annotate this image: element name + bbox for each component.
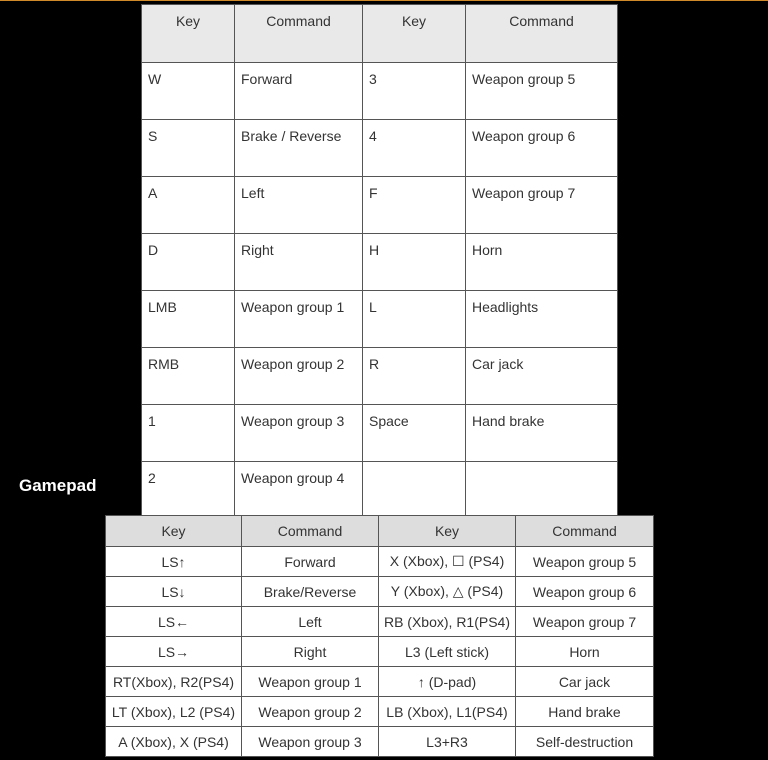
table-row <box>142 63 618 120</box>
key-cell: RMB <box>142 348 235 405</box>
key-cell: LS→ <box>106 637 242 667</box>
table-row <box>142 291 618 348</box>
table-row <box>106 697 654 727</box>
command-cell: Forward <box>242 547 379 577</box>
key-cell: LS↓ <box>106 577 242 607</box>
key-cell: D <box>142 234 235 291</box>
command-cell: Brake / Reverse <box>235 120 363 177</box>
key-cell: L <box>363 291 466 348</box>
command-cell: Hand brake <box>516 697 654 727</box>
command-cell: Horn <box>516 637 654 667</box>
key-cell: LT (Xbox), L2 (PS4) <box>106 697 242 727</box>
command-cell: Weapon group 6 <box>466 120 618 177</box>
key-cell: F <box>363 177 466 234</box>
column-header-key: Key <box>363 5 466 63</box>
key-cell: S <box>142 120 235 177</box>
column-header-command: Command <box>235 5 363 63</box>
command-cell: Horn <box>466 234 618 291</box>
table-row <box>142 177 618 234</box>
gamepad-controls-table <box>105 515 654 757</box>
table-row <box>106 637 654 667</box>
command-cell: Hand brake <box>466 405 618 462</box>
table-row <box>106 607 654 637</box>
key-cell: L3+R3 <box>379 727 516 757</box>
command-cell: Weapon group 1 <box>235 291 363 348</box>
key-cell: LMB <box>142 291 235 348</box>
table-header-row <box>142 5 618 63</box>
command-cell: Headlights <box>466 291 618 348</box>
command-cell: Left <box>235 177 363 234</box>
column-header-key: Key <box>106 516 242 547</box>
table-header-row <box>106 516 654 547</box>
command-cell: Weapon group 7 <box>466 177 618 234</box>
key-cell: ↑ (D-pad) <box>379 667 516 697</box>
command-cell: Weapon group 3 <box>235 405 363 462</box>
top-divider <box>0 0 768 1</box>
key-cell: 4 <box>363 120 466 177</box>
command-cell: Weapon group 5 <box>516 547 654 577</box>
command-cell: Car jack <box>516 667 654 697</box>
key-cell: Y (Xbox), △ (PS4) <box>379 577 516 607</box>
table-row <box>106 727 654 757</box>
command-cell: Brake/Reverse <box>242 577 379 607</box>
command-cell: Weapon group 6 <box>516 577 654 607</box>
table-row <box>106 577 654 607</box>
command-cell: Weapon group 7 <box>516 607 654 637</box>
command-cell <box>466 462 618 519</box>
command-cell: Weapon group 5 <box>466 63 618 120</box>
key-cell: RB (Xbox), R1(PS4) <box>379 607 516 637</box>
column-header-command: Command <box>466 5 618 63</box>
key-cell: A <box>142 177 235 234</box>
table-row <box>106 667 654 697</box>
table-row <box>142 234 618 291</box>
command-cell: Weapon group 2 <box>235 348 363 405</box>
command-cell: Weapon group 2 <box>242 697 379 727</box>
command-cell: Right <box>235 234 363 291</box>
table-row <box>142 348 618 405</box>
command-cell: Weapon group 4 <box>235 462 363 519</box>
table-row <box>142 120 618 177</box>
key-cell <box>363 462 466 519</box>
key-cell: LS← <box>106 607 242 637</box>
key-cell: X (Xbox), ☐ (PS4) <box>379 547 516 577</box>
table-row <box>142 462 618 519</box>
key-cell: W <box>142 63 235 120</box>
command-cell: Weapon group 3 <box>242 727 379 757</box>
key-cell: 3 <box>363 63 466 120</box>
key-cell: LB (Xbox), L1(PS4) <box>379 697 516 727</box>
column-header-key: Key <box>379 516 516 547</box>
table-row <box>142 405 618 462</box>
key-cell: R <box>363 348 466 405</box>
key-cell: L3 (Left stick) <box>379 637 516 667</box>
keyboard-controls-table <box>141 4 618 519</box>
table-row <box>106 547 654 577</box>
column-header-command: Command <box>242 516 379 547</box>
key-cell: LS↑ <box>106 547 242 577</box>
command-cell: Weapon group 1 <box>242 667 379 697</box>
column-header-key: Key <box>142 5 235 63</box>
key-cell: RT(Xbox), R2(PS4) <box>106 667 242 697</box>
command-cell: Right <box>242 637 379 667</box>
key-cell: H <box>363 234 466 291</box>
command-cell: Car jack <box>466 348 618 405</box>
command-cell: Self-destruction <box>516 727 654 757</box>
key-cell: 1 <box>142 405 235 462</box>
key-cell: A (Xbox), X (PS4) <box>106 727 242 757</box>
command-cell: Forward <box>235 63 363 120</box>
key-cell: Space <box>363 405 466 462</box>
command-cell: Left <box>242 607 379 637</box>
gamepad-heading: Gamepad <box>19 476 97 495</box>
column-header-command: Command <box>516 516 654 547</box>
key-cell: 2 <box>142 462 235 519</box>
